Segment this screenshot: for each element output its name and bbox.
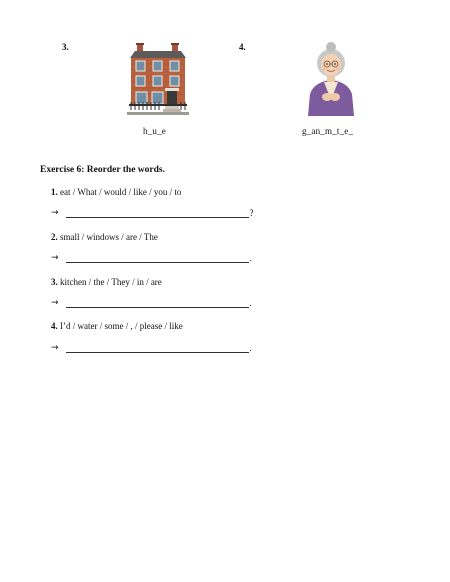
house-icon (127, 42, 189, 116)
answer-blank[interactable] (66, 344, 249, 353)
question-4 (51, 321, 183, 331)
answer-blank[interactable] (66, 254, 249, 263)
answer-punctuation: ? (249, 208, 254, 218)
answer-blank[interactable] (66, 209, 249, 218)
answer-punctuation: . (249, 298, 252, 308)
arrow-icon: → (51, 343, 59, 353)
question-number: 3. (51, 277, 58, 287)
answer-line-2[interactable] (51, 253, 252, 263)
answer-punctuation: . (249, 253, 252, 263)
picture-number-3: 3. (62, 42, 69, 52)
question-words: I’d / water / some / , / please / like (60, 321, 183, 331)
answer-line-3[interactable] (51, 298, 252, 308)
question-words: kitchen / the / They / in / are (60, 277, 162, 287)
question-number: 2. (51, 232, 58, 242)
picture-hint-grandmother: g_an_m_t_e_ (302, 126, 354, 136)
arrow-icon: → (51, 208, 59, 218)
arrow-icon: → (51, 253, 59, 263)
answer-line-4[interactable] (51, 343, 252, 353)
question-words: eat / What / would / like / you / to (60, 187, 182, 197)
question-3 (51, 277, 162, 287)
question-1 (51, 187, 181, 197)
question-words: small / windows / are / The (60, 232, 158, 242)
question-number: 1. (51, 187, 58, 197)
grandmother-icon (302, 42, 360, 116)
answer-blank[interactable] (66, 299, 249, 308)
picture-number-4: 4. (239, 42, 246, 52)
picture-hint-house: h_u_e (143, 126, 166, 136)
arrow-icon: → (51, 298, 59, 308)
exercise-title: Exercise 6: Reorder the words. (40, 165, 165, 175)
question-2 (51, 232, 158, 242)
answer-punctuation: . (249, 343, 252, 353)
question-number: 4. (51, 321, 58, 331)
answer-line-1[interactable] (51, 208, 254, 218)
